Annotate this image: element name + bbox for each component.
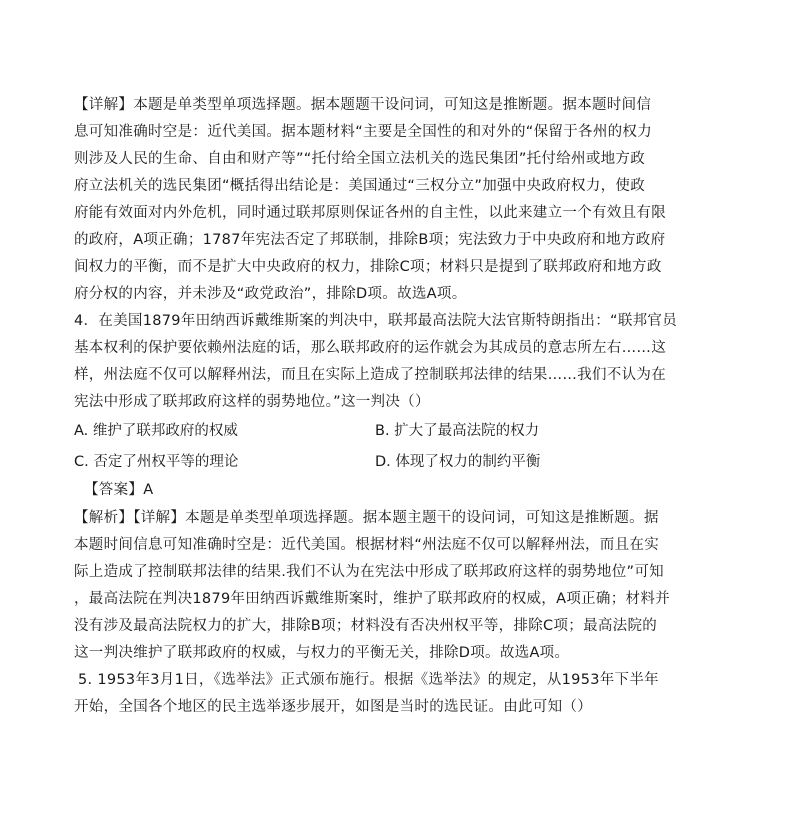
analysis-line: 府立法机关的选民集团“概括得出结论是：美国通过“三权分立”加强中央政府权力，使政 — [74, 178, 646, 194]
analysis-line: 本题时间信息可知准确时空是：近代美国。根据材料“州法庭不仅可以解释州法，而且在实 — [74, 537, 660, 553]
option-c: C. 否定了州权平等的理论 — [74, 454, 239, 470]
question-4-stem: 4．在美国1879年田纳西诉戴维斯案的判决中，联邦最高法院大法官斯特朗指出：“联邦官员 — [74, 313, 678, 329]
analysis-line: 的政府，A项正确；1787年宪法否定了邦联制，排除B项；宪法致力于中央政府和地方政府 — [74, 232, 666, 248]
analysis-line: 间权力的平衡，而不是扩大中央政府的权力，排除C项；材料只是提到了联邦政府和地方政 — [74, 259, 662, 275]
analysis-line: 息可知准确时空是：近代美国。据本题材料“主要是全国性的和对外的“保留于各州的权力 — [74, 124, 653, 140]
analysis-line: 府能有效面对内外危机，同时通过联邦原则保证各州的自主性，以此来建立一个有效且有限 — [74, 205, 666, 221]
analysis-line: ，最高法院在判决1879年田纳西诉戴维斯案时，维护了联邦政府的权威，A项正确；材料并 — [74, 591, 670, 607]
analysis-line: 【详解】本题是单类型单项选择题。据本题题干设问词，可知这是推断题。据本题时间信 — [74, 97, 652, 113]
analysis-line: 际上造成了控制联邦法律的结果.我们不认为在宪法中形成了联邦政府这样的弱势地位”可知 — [74, 564, 664, 580]
question-4-stem: 宪法中形成了联邦政府这样的弱势地位。”这一判决（） — [74, 394, 430, 410]
answer-label: 【答案】A — [84, 482, 154, 498]
option-a: A. 维护了联邦政府的权威 — [74, 423, 238, 439]
question-5-stem: 5. 1953年3月1日，《选举法》正式颁布施行。根据《选举法》的规定，从1953年下半年 — [78, 672, 659, 688]
analysis-line: 【解析】【详解】本题是单类型单项选择题。据本题主题干的设问词，可知这是推断题。据 — [74, 510, 659, 526]
question-4-stem: 样，州法庭不仅可以解释州法，而且在实际上造成了控制联邦法律的结果……我们不认为在 — [74, 367, 666, 383]
option-d: D. 体现了权力的制约平衡 — [375, 454, 541, 470]
question-5-stem: 开始，全国各个地区的民主选举逐步展开，如图是当时的选民证。由此可知（） — [74, 699, 592, 715]
question-4-stem: 基本权利的保护要依赖州法庭的话，那么联邦政府的运作就会为其成员的意志所左右……这 — [74, 340, 666, 356]
analysis-line: 则涉及人民的生命、自由和财产等”“托付给全国立法机关的选民集团”托付给州或地方政 — [74, 151, 646, 167]
option-b: B. 扩大了最高法院的权力 — [375, 423, 540, 439]
analysis-line: 没有涉及最高法院权力的扩大，排除B项；材料没有否决州权平等，排除C项；最高法院的 — [74, 618, 658, 634]
analysis-line: 这一判决维护了联邦政府的权威，与权力的平衡无关，排除D项。故选A项。 — [74, 645, 570, 661]
analysis-line: 府分权的内容，并未涉及“政党政治”，排除D项。故选A项。 — [74, 286, 467, 302]
